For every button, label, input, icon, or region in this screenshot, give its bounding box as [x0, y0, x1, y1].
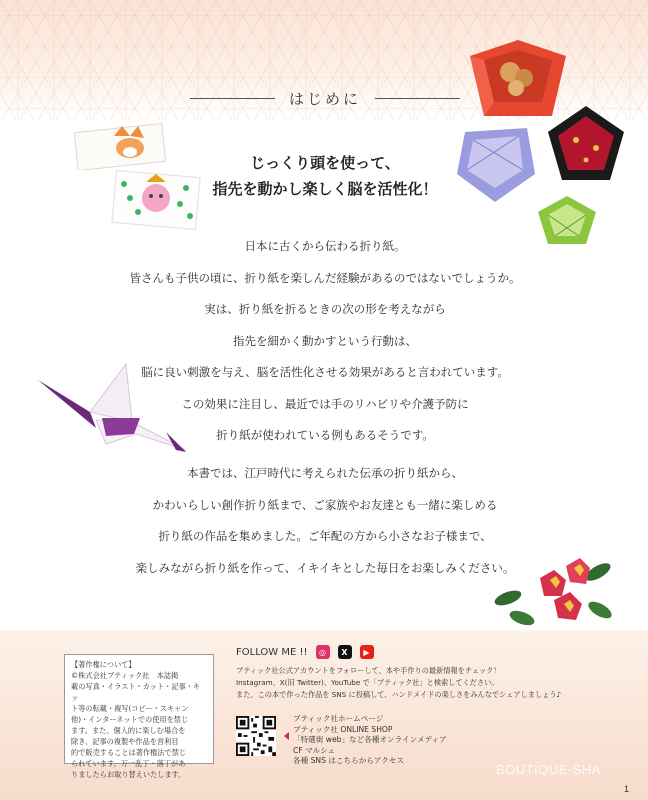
link-homepage[interactable]: ブティック社ホームページ	[293, 714, 384, 723]
follow-me-label: FOLLOW ME !!	[236, 646, 308, 658]
paragraph-line: 指先を細かく動かすという行動は、	[233, 333, 417, 348]
paragraph-line: 折り紙の作品を集めました。ご年配の方から小さなお子様まで、	[158, 529, 492, 543]
heading-rule-right	[375, 98, 460, 99]
paragraph-line: 楽しみながら折り紙を作って、イキイキとした毎日をお楽しみください。	[135, 560, 515, 575]
paragraph-line: 折り紙が使われている例もあるそうです。	[216, 428, 434, 442]
copyright-line: 【著作権について】	[71, 660, 136, 669]
lead-line: じっくり頭を使って、	[250, 154, 400, 172]
intro-paragraph-2	[90, 458, 560, 584]
intro-paragraph-1	[90, 231, 560, 452]
copyright-line: ©株式会社ブティック社 本誌掲	[71, 671, 179, 680]
copyright-line: られています。万一乱丁・落丁があ	[71, 759, 186, 768]
paragraph-line: 日本に古くから伝わる折り紙。	[244, 239, 406, 253]
heading-title: はじめに	[289, 89, 362, 108]
paragraph-line: 本書では、江戸時代に考えられた伝承の折り紙から、	[187, 466, 463, 480]
follow-me-row	[236, 645, 374, 659]
copyright-notice	[64, 654, 214, 779]
online-links	[293, 714, 533, 767]
x-icon[interactable]: X	[338, 645, 352, 659]
brand-watermark: BOUTIQUE-SHA	[496, 762, 601, 777]
follow-desc-line: また、この本で作った作品を SNS に投稿して、ハンドメイドの楽しさをみんなでシェアしましょう♪	[236, 690, 562, 699]
pointer-arrow-icon	[284, 732, 289, 740]
follow-desc-line: ブティック社公式アカウントをフォローして、本や手作りの最新情報をチェック！	[236, 666, 501, 675]
copyright-line: りましたらお取り替えいたします。	[71, 770, 186, 779]
paragraph-line: 実は、折り紙を折るときの次の形を考えながら	[204, 302, 446, 316]
link-online-shop[interactable]: ブティック社 ONLINE SHOP	[293, 724, 393, 734]
follow-desc-line: Instagram、X(旧 Twitter)、YouTube で「ブティック社」と検索してください。	[236, 678, 499, 687]
copyright-line: 除き、記事の複製や作品を営利目	[71, 737, 179, 746]
paragraph-line: この効果に注目し、最近では手のリハビリや介護予防に	[181, 396, 469, 411]
paragraph-line: 脳に良い刺激を与え、脳を活性化させる効果があると言われています。	[141, 365, 509, 379]
link-online-media[interactable]: 「特選街 web」など各種オンラインメディア	[293, 735, 447, 744]
copyright-line: 的で販売することは著作権法で禁じ	[71, 748, 187, 757]
page-number: 1	[624, 784, 630, 794]
heading-rule-left	[190, 98, 275, 99]
paragraph-line: 皆さんも子供の頃に、折り紙を楽しんだ経験があるのではないでしょうか。	[129, 270, 521, 285]
instagram-icon[interactable]: ◎	[316, 645, 330, 659]
youtube-icon[interactable]: ▶	[360, 645, 374, 659]
lead-line: 指先を動かし楽しく脳を活性化！	[212, 180, 438, 198]
copyright-line: 載の写真・イラスト・カット・記事・キッ	[71, 682, 201, 702]
link-cf-marche[interactable]: CF マルシェ	[293, 745, 336, 755]
section-heading	[190, 86, 460, 110]
lead-text	[150, 150, 500, 202]
follow-description	[236, 665, 616, 701]
origami-box-red-image	[546, 104, 626, 184]
link-sns[interactable]: 各種 SNS はこちらからアクセス	[293, 756, 405, 765]
copyright-line: ます。また、個人的に楽しむ場合を	[71, 726, 186, 735]
copyright-line: 他)・インターネットでの使用を禁じ	[71, 715, 189, 724]
copyright-line: ト等の転載・複写(コピー・スキャン	[71, 704, 189, 713]
paragraph-line: かわいらしい創作折り紙まで、ご家族やお友達とも一緒に楽しめる	[152, 497, 498, 512]
qr-code-image[interactable]	[236, 716, 276, 756]
